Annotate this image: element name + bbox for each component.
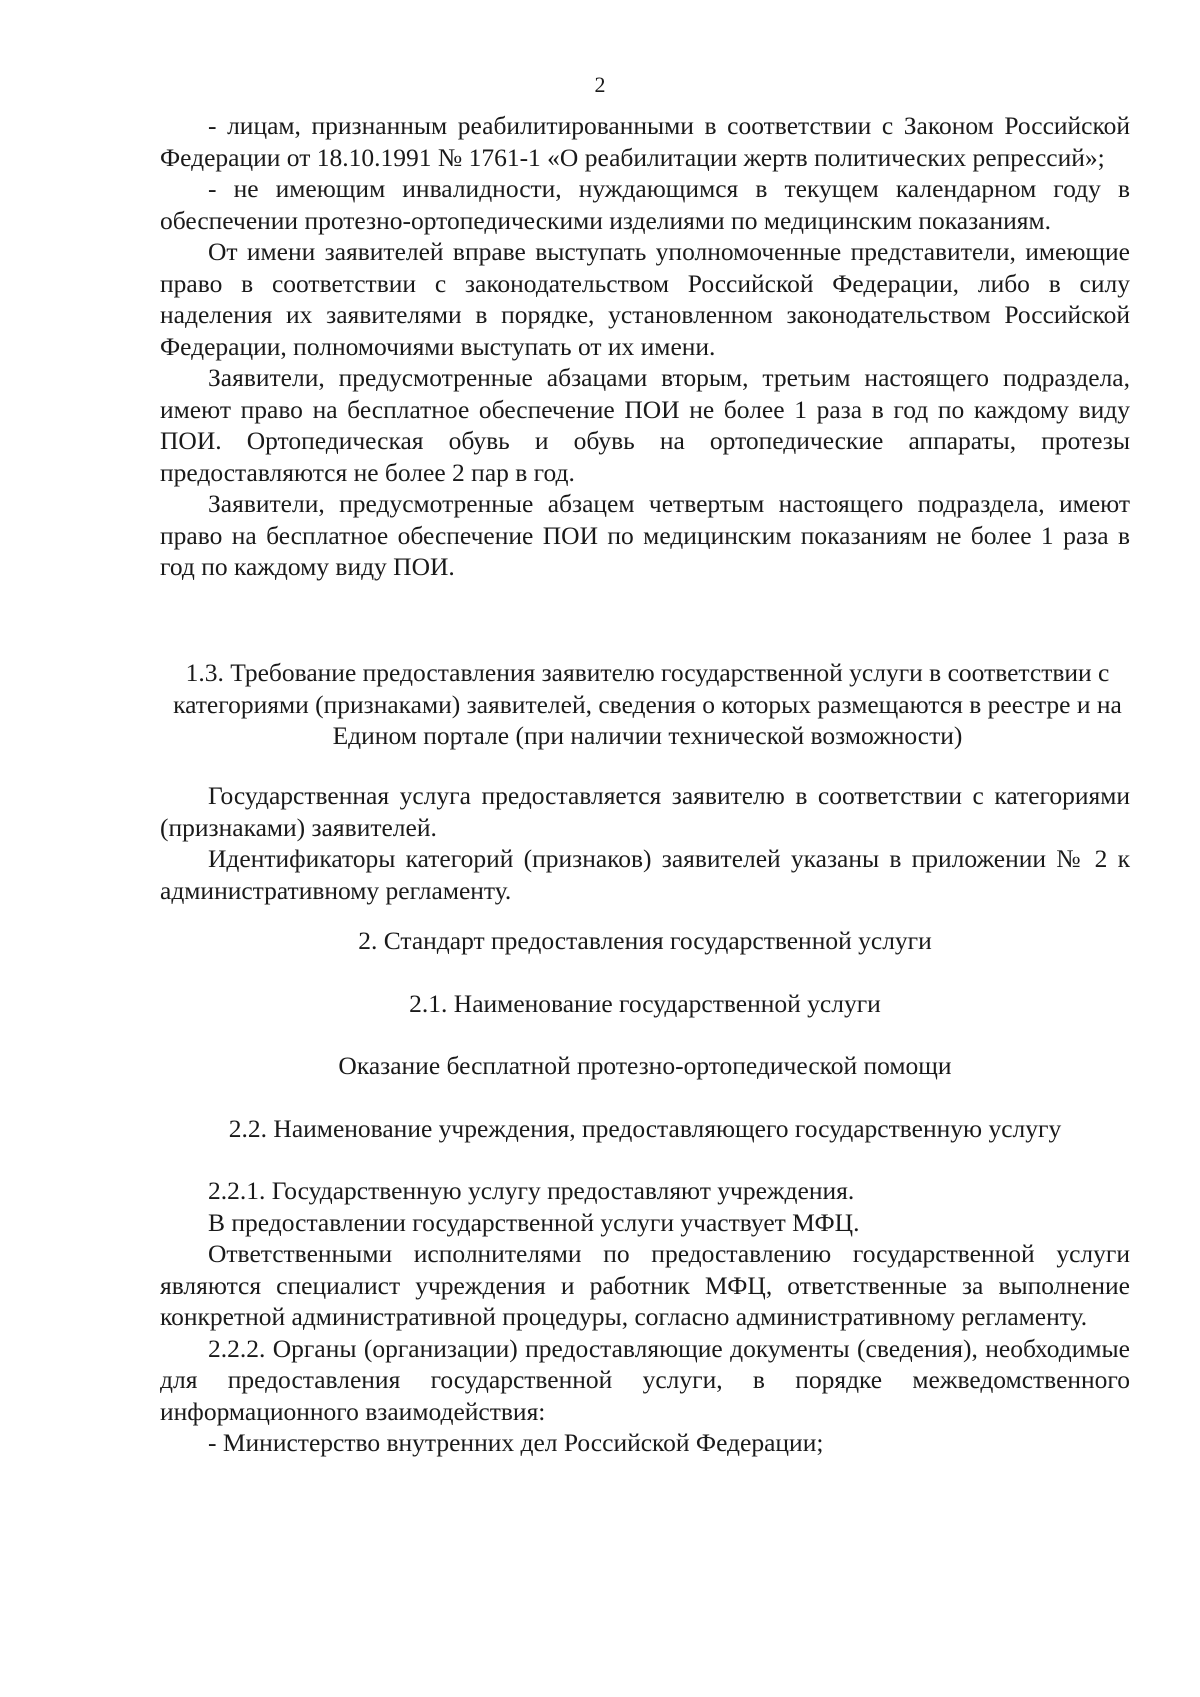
paragraph: В предоставлении государственной услуги участвует МФЦ. — [208, 1207, 860, 1237]
paragraph: От имени заявителей вправе выступать уполномоченные представители, имеющие право в соответствии с законодательством Российской Федерации, либо в силу наделения их заявителями в порядке, установленном законодательством Российской Федерации, полномочиями выступать от их имени. — [160, 237, 1130, 361]
service-name: Оказание бесплатной протезно-ортопедической помощи — [338, 1051, 952, 1080]
paragraph: 2.2.2. Органы (организации) предоставляющие документы (сведения), необходимые для предоставления государственной услуги, в порядке межведомственного информационного взаимодействия: — [160, 1333, 1130, 1426]
service-name-block — [160, 1050, 1130, 1082]
paragraph: - не имеющим инвалидности, нуждающимся в текущем календарном году в обеспечении протезно-ортопедическими изделиями по медицинским показаниям. — [160, 174, 1130, 235]
paragraph: Ответственными исполнителями по предоставлению государственной услуги являются специалист учреждения и работник МФЦ, ответственные за выполнение конкретной административной процедуры, согласно административному регламенту. — [160, 1239, 1130, 1331]
paragraph: Идентификаторы категорий (признаков) заявителей указаны в приложении № 2 к административному регламенту. — [160, 844, 1130, 905]
subsection-heading: 2.2. Наименование учреждения, предоставляющего государственную услугу — [228, 1114, 1062, 1143]
section-2-heading-block — [160, 925, 1130, 957]
intro-block — [160, 110, 1130, 583]
subsection-heading: 2.1. Наименование государственной услуги — [409, 989, 881, 1018]
section-2-2-heading-block — [160, 1113, 1130, 1145]
paragraph: 2.2.1. Государственную услугу предоставляют учреждения. — [208, 1176, 855, 1205]
section-1-3-body — [160, 780, 1130, 906]
section-2-1-heading-block — [160, 988, 1130, 1020]
paragraph: - Министерство внутренних дел Российской Федерации; — [208, 1428, 824, 1457]
page-number: 2 — [594, 72, 606, 97]
section-heading: 2. Стандарт предоставления государственной услуги — [358, 926, 932, 955]
paragraph: - лицам, признанным реабилитированными в соответствии с Законом Российской Федерации от 18.10.1991 № 1761-1 «О реабилитации жертв политических репрессий»; — [160, 111, 1130, 172]
section-1-3-heading-block — [165, 657, 1130, 752]
section-heading: 1.3. Требование предоставления заявителю государственной услуги в соответствии с категориями (признаками) заявителей, сведения о которых размещаются в реестре и на Едином портале (при наличии технической возможности) — [173, 658, 1122, 750]
section-2-2-body — [160, 1175, 1130, 1459]
paragraph: Государственная услуга предоставляется заявителю в соответствии с категориями (признаками) заявителей. — [160, 781, 1130, 842]
paragraph: Заявители, предусмотренные абзацами вторым, третьим настоящего подраздела, имеют право на бесплатное обеспечение ПОИ не более 1 раза в год по каждому виду ПОИ. Ортопедическая обувь и обувь на ортопедические аппараты, протезы предоставляются не более 2 пар в год. — [160, 363, 1130, 487]
paragraph: Заявители, предусмотренные абзацем четвертым настоящего подраздела, имеют право на бесплатное обеспечение ПОИ по медицинским показаниям не более 1 раза в год по каждому виду ПОИ. — [160, 489, 1130, 581]
